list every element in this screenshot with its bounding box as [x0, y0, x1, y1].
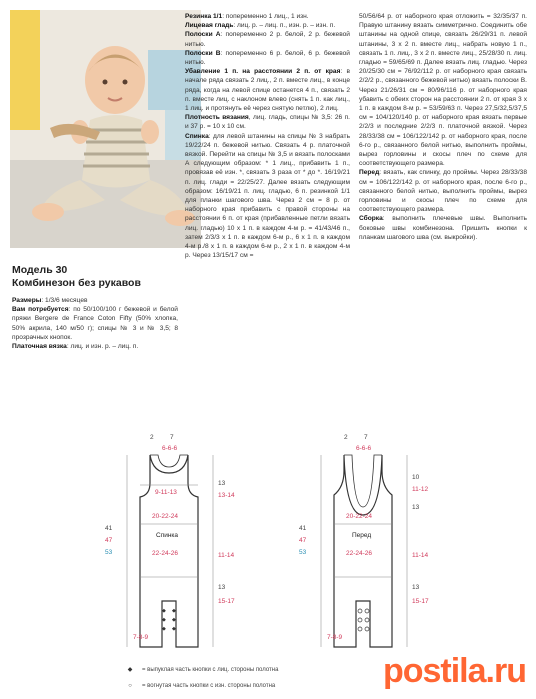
stripes-b-paragraph: Полоски В: попеременно 6 р. белой, 6 р. бежевой нитью. — [185, 49, 350, 67]
svg-text:◆: ◆ — [172, 626, 176, 632]
front-right-dim-4: 11-14 — [412, 552, 429, 559]
front-length-3: 53 — [299, 549, 307, 556]
back-right-dim-1: 13 — [218, 480, 226, 487]
stockinette-paragraph: Лицевая гладь: лиц. р. – лиц. п., изн. р. – изн. п. — [185, 22, 336, 30]
materials-paragraph: Вам потребуется: по 50/100/100 г бежевой и белой пряжи Bergere de France Coton Fifty (50% хлопка, 50% акрила, 140 м/50 г); спицы № 3 и № 3,5; 8 прозрачных кнопок. — [12, 306, 178, 341]
filled-diamond-icon: ◆ — [127, 667, 133, 673]
decrease-paragraph: Убавление 1 п. на расстоянии 2 п. от края: в начале ряда связать 2 лиц., 2 п. вместе лиц., в конце ряда, когда на левой спице останется 4 п., связать 2 п. вместе лиц. с наклоном влево (снять 1 п. как лиц., 1 лиц. и протянуть её через снятую петлю), 2 лиц. — [185, 68, 351, 113]
postila-logo — [383, 652, 526, 691]
back-right-dim-5: 15-17 — [218, 598, 235, 605]
back-paragraph: Спинка: для левой штанины на спицы № 3 набрать 19/22/24 п. бежевой нитью. Связать 4 р. платочной вязкой. Перейти на спицы № 3,5 и вязать полосками А следующим образом: * 1 лиц., прибавить 1 п., провязав её изн. *, связать 3 раза от * до *. 16/19/21 п. лиц. глади = 22/25/27. Далее вязать следующим образом: 16/19/21 п. лиц. гладью, 6 п. резинкой 1/1 для планки шагового шва. Через 2 см = 8 р. от наборного края прибавить с правой стороны на расстоянии 6 п. от края (прибавленные петли вязать лиц. гладью) 10 х 1 п. в каждом 4-м р. = 41/43/46 п., затем 2/3/3 х 1 п. в каждом 6-м р., 6 х 1 п. в каждом 4-м р./8 х 1 п. в каждом 6-м р., 2 х 1 п. в каждом 4-м р. Через 13/15/17 см = — [185, 132, 350, 260]
front-right-dim-3: 13 — [412, 504, 420, 511]
front-length-1: 41 — [299, 525, 307, 532]
sizes-paragraph: Размеры: 1/3/6 месяцев — [12, 297, 88, 304]
baby-photo-drawing — [10, 10, 201, 248]
front-top-num-2: 7 — [364, 434, 368, 441]
back-chest-width: 20-22-24 — [152, 513, 179, 520]
back-right-dim-4: 13 — [218, 584, 226, 591]
front-length-2: 47 — [299, 537, 307, 544]
back-bottom-width: 7-8-9 — [133, 634, 149, 641]
legend-text-convex: = выпуклая часть кнопки с лиц. стороны полотна — [142, 667, 279, 673]
back-continued-paragraph: 50/56/64 р. от наборного края отложить = 32/35/37 п. Правую штанину вязать симметрично. Соединить обе штанины на одной спице, связать 26/29/31 п. левой штанины, 3 х 2 п. вместе лиц., набрать новую 1 п., связать 1 п. лиц., 3 х 2 п. вместе лиц., 25/28/30 п. лиц. гладью = 59/65/69 п. Далее вязать лиц. гладью. Через 20/25/30 см = 76/92/112 р. от наборного края связать 2/2/2 р., связанного бежевой нитью) вязать полоски В. Через 21/26/31 см = 80/96/116 р. от наборного края убавить с обеих сторон на расстоянии 2 п. от края 3 х 1 п. в каждом 8-м р. = 53/59/63 п. Через 27,5/32,5/37,5 см = 104/120/140 р. от наборного края вязать первые 2/2/3 и последние 2/2/3 п. платочной вязкой. Через 28/33/38 см = 106/122/142 р. от наборного края, после 6-го р., связанного белой нитью, выполнить проймы, вырез горловины и скосы плеч по схеме для соответствующего размера. — [359, 13, 527, 168]
svg-text:◆: ◆ — [172, 608, 176, 614]
front-right-dim-2: 11-12 — [412, 486, 429, 493]
model-number: Модель 30 — [12, 264, 68, 276]
back-top-num-1: 2 — [150, 434, 154, 441]
svg-text:◆: ◆ — [162, 608, 166, 614]
front-top-width: 6-6-6 — [356, 445, 372, 452]
front-top-num-1: 2 — [344, 434, 348, 441]
front-chest-width: 20-22-24 — [346, 513, 373, 520]
back-label: Спинка — [156, 532, 179, 539]
back-length-2: 47 — [105, 537, 113, 544]
svg-text:◆: ◆ — [172, 617, 176, 623]
legend-item-concave — [122, 683, 275, 689]
back-hip-width: 22-24-26 — [152, 550, 179, 557]
back-right-dim-3: 11-14 — [218, 552, 235, 559]
model-name: Комбинезон без рукавов — [12, 277, 141, 289]
front-label: Перед — [352, 532, 372, 539]
text-column-1 — [12, 296, 178, 351]
front-right-dim-6: 15-17 — [412, 598, 429, 605]
svg-text:◆: ◆ — [162, 626, 166, 632]
front-right-dim-5: 13 — [412, 584, 420, 591]
back-length-1: 41 — [105, 525, 113, 532]
legend-item-convex — [122, 666, 278, 673]
back-armhole-width: 9-11-13 — [155, 489, 177, 496]
front-bottom-width: 7-8-9 — [327, 634, 343, 641]
front-paragraph: Перед: вязать, как спинку, до проймы. Через 28/33/38 см = 106/122/142 р. от наборного края, после 6-го р., связанного белой нитью, выполнить проймы, вырез горловины и скосы плеч по схеме для соответствующего размера. — [359, 169, 527, 214]
back-top-width: 6-6-6 — [162, 445, 178, 452]
assembly-paragraph: Сборка: выполнить плечевые швы. Выполнить боковые швы комбинезона. Пришить кнопки к планкам шагового шва (см. выкройки). — [359, 215, 527, 241]
open-circle-icon: ○ — [128, 683, 132, 689]
baby-photo — [10, 10, 201, 248]
garter-stitch-paragraph: Платочная вязка: лиц. и изн. р. – лиц. п. — [12, 343, 139, 351]
gauge-paragraph: Плотность вязания, лиц. гладь, спицы № 3,5: 26 п. и 37 р. = 10 х 10 см. — [185, 114, 350, 131]
back-right-dim-2: 13-14 — [218, 492, 235, 499]
model-title — [12, 264, 141, 290]
front-hip-width: 22-24-26 — [346, 550, 373, 557]
text-column-2 — [185, 12, 350, 260]
legend-text-concave: = вогнутая часть кнопки с изн. стороны полотна — [142, 683, 276, 689]
stripes-a-paragraph: Полоски А: попеременно 2 р. белой, 2 р. бежевой нитью. — [185, 31, 350, 48]
text-column-3 — [359, 12, 527, 242]
logo-text: postila.ru — [382, 652, 526, 690]
svg-text:◆: ◆ — [162, 617, 166, 623]
back-length-3: 53 — [105, 549, 113, 556]
back-top-num-2: 7 — [170, 434, 174, 441]
rib-paragraph: Резинка 1/1: попеременно 1 лиц., 1 изн. — [185, 13, 309, 20]
front-right-dim-1: 10 — [412, 474, 420, 481]
